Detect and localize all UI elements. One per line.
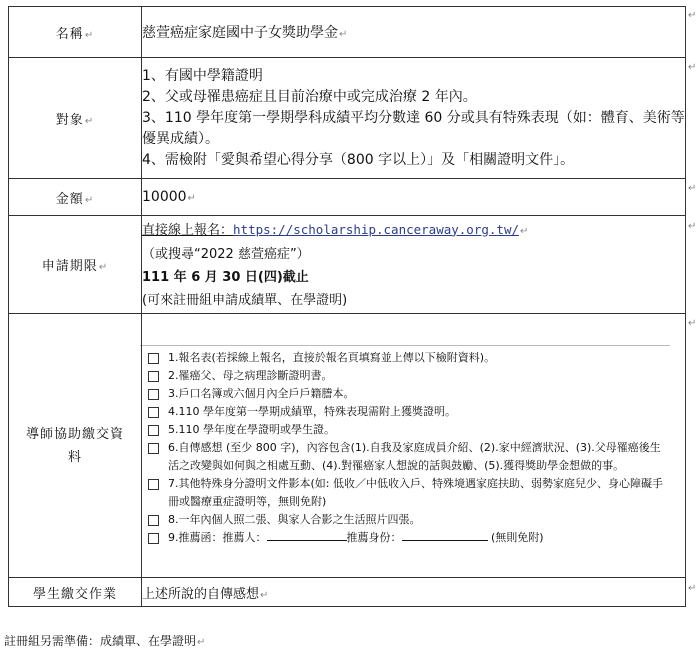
recommender-name-field[interactable] — [267, 540, 347, 541]
row-teacher — [9, 314, 686, 578]
target-item-2: 2、父或母罹患癌症且目前治療中或完成治療 2 年內。 — [142, 88, 477, 105]
scholarship-table — [8, 6, 686, 607]
row-student — [9, 578, 686, 607]
recommender-role-field[interactable] — [402, 540, 488, 541]
row-mark: ↵ — [688, 318, 696, 329]
doc-item-6: 6.自傳感想 (至少 800 字)，內容包含(1).自我及家庭成員介紹、(2).家中經濟狀況、(3).父母罹癌後生活之改變與如何與之相處互動、(4).對罹癌家人想說的話與鼓勵、(5).獲得獎助學金想做的事。 — [140, 439, 670, 475]
doc-item-3: 3.戶口名簿或六個月內全戶戶籍謄本。 — [140, 385, 670, 403]
search-hint: （或搜尋“2022 慈萱癌症”） — [142, 246, 310, 262]
deadline: 111 年 6 月 30 日(四)截止 — [142, 269, 309, 285]
checkbox-1[interactable] — [148, 353, 159, 364]
doc-item-8: 8.一年內個人照二張、與家人合影之生活照片四張。 — [140, 511, 670, 529]
value-amount: 10000↵ — [142, 179, 686, 216]
value-teacher — [142, 314, 686, 578]
label-amount: 金額↵ — [9, 179, 142, 216]
checkbox-2[interactable] — [148, 371, 159, 382]
target-item-4: 4、需檢附「愛與希望心得分享（800 字以上）」及「相關證明文件」。 — [142, 151, 575, 168]
doc-item-2: 2.罹癌父、母之病理診斷證明書。 — [140, 367, 670, 385]
row-amount — [9, 179, 686, 216]
target-item-3: 3、110 學年度第一學期學科成績平均分數達 60 分或具有特殊表現（如：體育、美術等優異成績）。 — [142, 109, 685, 147]
row-target — [9, 58, 686, 179]
label-student: 學生繳交作業 — [9, 578, 142, 607]
value-student: 上述所說的自傳感想↵ — [142, 578, 686, 607]
recommender-prefix: 9.推薦函：推薦人： — [168, 531, 267, 544]
row-name — [9, 7, 686, 58]
row-mark: ↵ — [688, 583, 696, 594]
row-period — [9, 216, 686, 314]
online-line: 直接線上報名：https://scholarship.canceraway.org.tw/↵ — [142, 221, 529, 238]
period-note: (可來註冊組申請成績單、在學證明) — [142, 292, 348, 308]
target-item-1: 1、有國中學籍證明 — [142, 67, 263, 84]
recommender-suffix: (無則免附) — [491, 531, 544, 544]
checkbox-4[interactable] — [148, 407, 159, 418]
checkbox-8[interactable] — [148, 515, 159, 526]
value-period — [142, 216, 686, 314]
row-mark: ↵ — [688, 10, 696, 21]
row-mark: ↵ — [688, 183, 696, 194]
label-target: 對象↵ — [9, 58, 142, 179]
checkbox-6[interactable] — [148, 443, 159, 454]
checkbox-7[interactable] — [148, 479, 159, 490]
row-mark: ↵ — [688, 62, 696, 73]
recommender-role-label: 推薦身份： — [346, 531, 402, 544]
checkbox-5[interactable] — [148, 425, 159, 436]
doc-item-9 — [140, 529, 670, 547]
doc-item-5: 5.110 學年度在學證明或學生證。 — [140, 421, 670, 439]
doc-item-1: 1.報名表(若採線上報名，直接於報名頁填寫並上傳以下檢附資料)。 — [140, 349, 670, 367]
docs-list — [140, 345, 670, 547]
label-name: 名稱↵ — [9, 7, 142, 58]
label-period: 申請期限↵ — [9, 216, 142, 314]
row-mark: ↵ — [688, 221, 696, 232]
checkbox-9[interactable] — [148, 533, 159, 544]
label-teacher: 導師協助繳交資料 — [9, 314, 142, 578]
value-target — [142, 58, 686, 179]
doc-item-7: 7.其他特殊身分證明文件影本(如: 低收／中低收入戶、特殊境遇家庭扶助、弱勢家庭兒少、身心障礙手冊或醫療重症證明等，無則免附) — [140, 475, 670, 511]
scholarship-link[interactable]: https://scholarship.canceraway.org.tw/ — [233, 221, 519, 237]
doc-item-4: 4.110 學年度第一學期成績單，特殊表現需附上獲獎證明。 — [140, 403, 670, 421]
value-name: 慈萱癌症家庭國中子女獎助學金↵ — [142, 7, 686, 58]
footer-note: 註冊組另需準備：成績單、在學證明↵ — [4, 634, 206, 648]
checkbox-3[interactable] — [148, 389, 159, 400]
